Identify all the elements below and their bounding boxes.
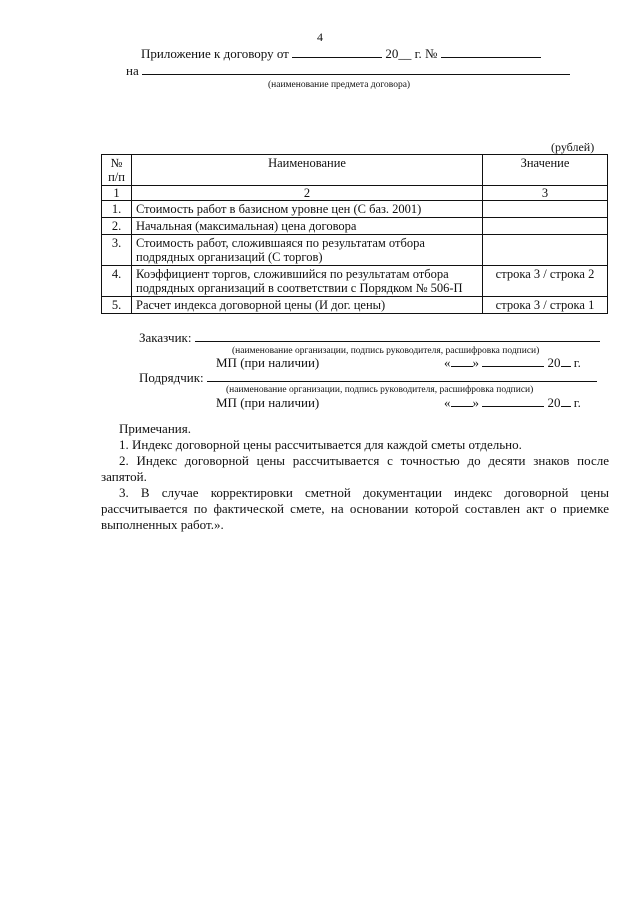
row-name: Стоимость работ, сложившаяся по результатам отбора подрядных организаций (С торгов) bbox=[132, 235, 483, 266]
quote-close: » bbox=[472, 395, 479, 410]
page-number: 4 bbox=[317, 30, 323, 44]
row-num: 5. bbox=[102, 297, 132, 314]
index-cell: 3 bbox=[483, 186, 608, 201]
table-row bbox=[102, 235, 608, 266]
day-blank bbox=[451, 395, 473, 407]
on-label: на bbox=[126, 63, 139, 78]
table-row bbox=[102, 266, 608, 297]
subject-blank bbox=[142, 63, 570, 75]
contractor-signature-blank bbox=[207, 370, 597, 382]
customer-line bbox=[139, 330, 600, 346]
note-item: 2. Индекс договорной цены рассчитывается с точностью до десяти знаков после запятой. bbox=[101, 453, 609, 484]
row-num: 4. bbox=[102, 266, 132, 297]
customer-seal: МП (при наличии) bbox=[216, 355, 320, 370]
notes-title: Примечания. bbox=[119, 421, 191, 436]
table-row bbox=[102, 201, 608, 218]
contractor-caption: (наименование организации, подпись руководителя, расшифровка подписи) bbox=[226, 385, 534, 395]
table-row bbox=[102, 218, 608, 235]
quote-close: » bbox=[472, 355, 479, 370]
quote-open: « bbox=[444, 355, 451, 370]
quote-open: « bbox=[444, 395, 451, 410]
row-value bbox=[483, 201, 608, 218]
table-row bbox=[102, 297, 608, 314]
customer-date bbox=[444, 355, 581, 371]
price-index-table bbox=[101, 154, 608, 314]
table-header-row bbox=[102, 155, 608, 186]
month-blank bbox=[482, 355, 544, 367]
row-name: Расчет индекса договорной цены (И дог. цены) bbox=[132, 297, 483, 314]
contractor-date bbox=[444, 395, 581, 411]
row-name: Начальная (максимальная) цена договора bbox=[132, 218, 483, 235]
contract-number-blank bbox=[441, 46, 541, 58]
row-name: Стоимость работ в базисном уровне цен (С баз. 2001) bbox=[132, 201, 483, 218]
table-index-row bbox=[102, 186, 608, 201]
contractor-seal: МП (при наличии) bbox=[216, 395, 320, 410]
row-num: 3. bbox=[102, 235, 132, 266]
index-cell: 2 bbox=[132, 186, 483, 201]
currency-note: (рублей) bbox=[551, 140, 595, 154]
contractor-line bbox=[139, 370, 597, 386]
index-cell: 1 bbox=[102, 186, 132, 201]
row-value: строка 3 / строка 1 bbox=[483, 297, 608, 314]
row-value bbox=[483, 235, 608, 266]
year-suffix: г. bbox=[573, 355, 581, 370]
year-blank bbox=[561, 355, 571, 367]
subject-caption: (наименование предмета договора) bbox=[268, 80, 411, 90]
row-num: 2. bbox=[102, 218, 132, 235]
customer-signature-blank bbox=[195, 330, 600, 342]
day-blank bbox=[451, 355, 473, 367]
appendix-prefix: Приложение к договору от bbox=[141, 46, 289, 61]
row-value bbox=[483, 218, 608, 235]
header-name: Наименование bbox=[132, 155, 483, 186]
header-num: № п/п bbox=[102, 155, 132, 186]
appendix-line bbox=[141, 46, 541, 62]
year-suffix: г. bbox=[573, 395, 581, 410]
row-value: строка 3 / строка 2 bbox=[483, 266, 608, 297]
customer-label: Заказчик: bbox=[139, 330, 192, 345]
note-item: 3. В случае корректировки сметной документации индекс договорной цены рассчитывается по фактической смете, на основании которой составлен акт о приемке выполненных работ.». bbox=[101, 485, 609, 532]
year-prefix: 20 bbox=[547, 355, 561, 370]
contract-date-blank bbox=[292, 46, 382, 58]
customer-caption: (наименование организации, подпись руководителя, расшифровка подписи) bbox=[232, 346, 540, 356]
header-value: Значение bbox=[483, 155, 608, 186]
contractor-label: Подрядчик: bbox=[139, 370, 204, 385]
year-blank bbox=[561, 395, 571, 407]
subject-line bbox=[126, 63, 570, 79]
year-prefix: 20 bbox=[547, 395, 561, 410]
note-item: 1. Индекс договорной цены рассчитывается для каждой сметы отдельно. bbox=[119, 437, 522, 452]
month-blank bbox=[482, 395, 544, 407]
row-num: 1. bbox=[102, 201, 132, 218]
appendix-year: 20__ г. № bbox=[385, 46, 438, 61]
row-name: Коэффициент торгов, сложившийся по результатам отбора подрядных организаций в соответствии с Порядком № 506-П bbox=[132, 266, 483, 297]
notes-section bbox=[101, 421, 609, 533]
